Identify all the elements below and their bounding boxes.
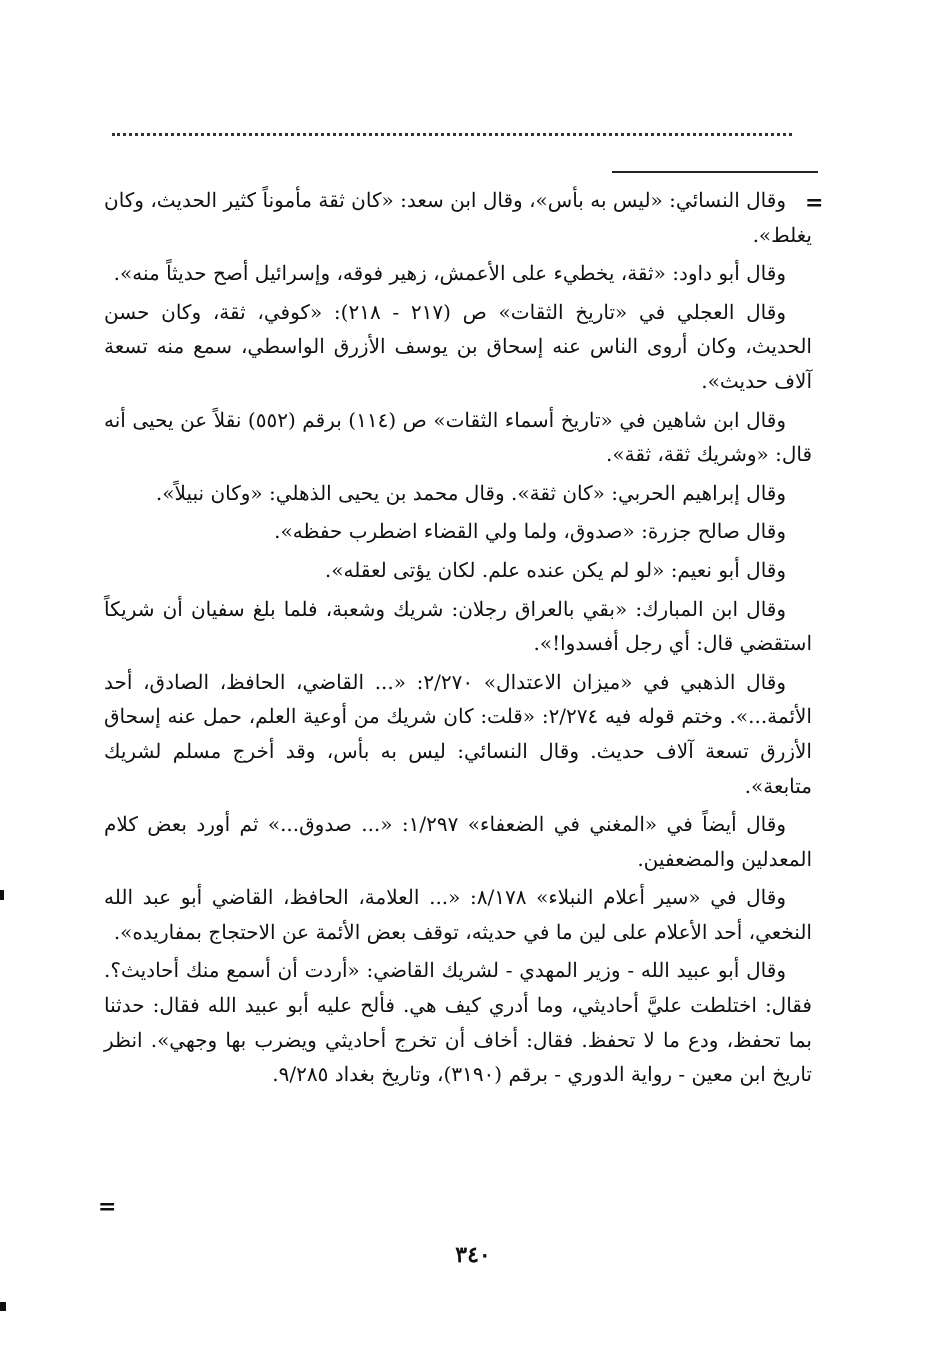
paragraph: وقال ابن المبارك: «بقي بالعراق رجلان: شريك وشعبة، فلما بلغ سفيان أن شريكاً استقضي قال: أي رجل أفسدوا!». (104, 596, 812, 656)
paragraph: وقال إبراهيم الحربي: «كان ثقة». وقال محمد بن يحيى الذهلي: «وكان نبيلاً». (155, 480, 786, 505)
paragraph: وقال أبو داود: «ثقة، يخطيء على الأعمش، زهير فوقه، وإسرائيل أصح حديثاً منه». (113, 261, 786, 286)
paragraph: وقال العجلي في «تاريخ الثقات» ص (٢١٧ - ٢١٨): «كوفي، ثقة، وكان حسن الحديث، وكان أروى الناس عنه إسحاق بن يوسف الأزرق الواسطي، سمع منه تسعة آلاف حديث». (104, 299, 812, 393)
continuation-mark-top: = (805, 190, 824, 216)
footnote-rule (612, 171, 818, 173)
footnote-text (104, 183, 812, 1096)
scan-edge-mark (0, 1302, 6, 1311)
continuation-mark-bottom: = (98, 1194, 117, 1220)
page-number: ٣٤٠ (455, 1242, 491, 1268)
scan-edge-mark (0, 890, 4, 900)
paragraph: وقال النسائي: «ليس به بأس»، وقال ابن سعد: «كان ثقة مأموناً كثير الحديث، وكان يغلط». (104, 188, 812, 247)
paragraph: وقال الذهبي في «ميزان الاعتدال» ٢/٢٧٠: «... القاضي، الحافظ، الصادق، أحد الأئمة...». وختم قوله فيه ٢/٢٧٤: «قلت: كان شريك من أوعية العلم، حمل عنه إسحاق الأزرق تسعة آلاف حديث. وقال النسائي: ليس به بأس، وقد أخرج مسلم لشريك متابعة». (104, 669, 812, 798)
paragraph: وقال أيضاً في «المغني في الضعفاء» ١/٢٩٧: «... صدوق...» ثم أورد بعض كلام المعدلين والمضعفين. (104, 812, 812, 871)
paragraph: وقال أبو نعيم: «لو لم يكن عنده علم. لكان يؤتى لعقله». (324, 557, 786, 582)
paragraph: وقال صالح جزرة: «صدوق، ولما ولي القضاء اضطرب حفظه». (274, 519, 786, 544)
paragraph: وقال أبو عبيد الله - وزير المهدي - لشريك القاضي: «أردت أن أسمع منك أحاديث؟. فقال: اختلطت عليَّ أحاديثي، وما أدري كيف هي. فألح عليه أبو عبيد الله فقال: حدثنا بما تحفظ، ودع ما لا تحفظ. فقال: أخاف أن تخرج أحاديثي ويضرب بها وجهي». انظر تاريخ ابن معين - رواية الدوري - برقم (٣١٩٠)، وتاريخ بغداد ٩/٢٨٥. (104, 958, 812, 1087)
dotted-separator (112, 133, 792, 136)
paragraph: وقال في «سير أعلام النبلاء» ٨/١٧٨: «... العلامة، الحافظ، القاضي أبو عبد الله النخعي، أحد الأعلام على لين ما في حديثه، توقف بعض الأئمة عن الاحتجاج بمفاريده». (104, 885, 812, 944)
paragraph: وقال ابن شاهين في «تاريخ أسماء الثقات» ص (١١٤) برقم (٥٥٢) نقلاً عن يحيى أنه قال: «وشريك ثقة، ثقة». (104, 407, 812, 467)
